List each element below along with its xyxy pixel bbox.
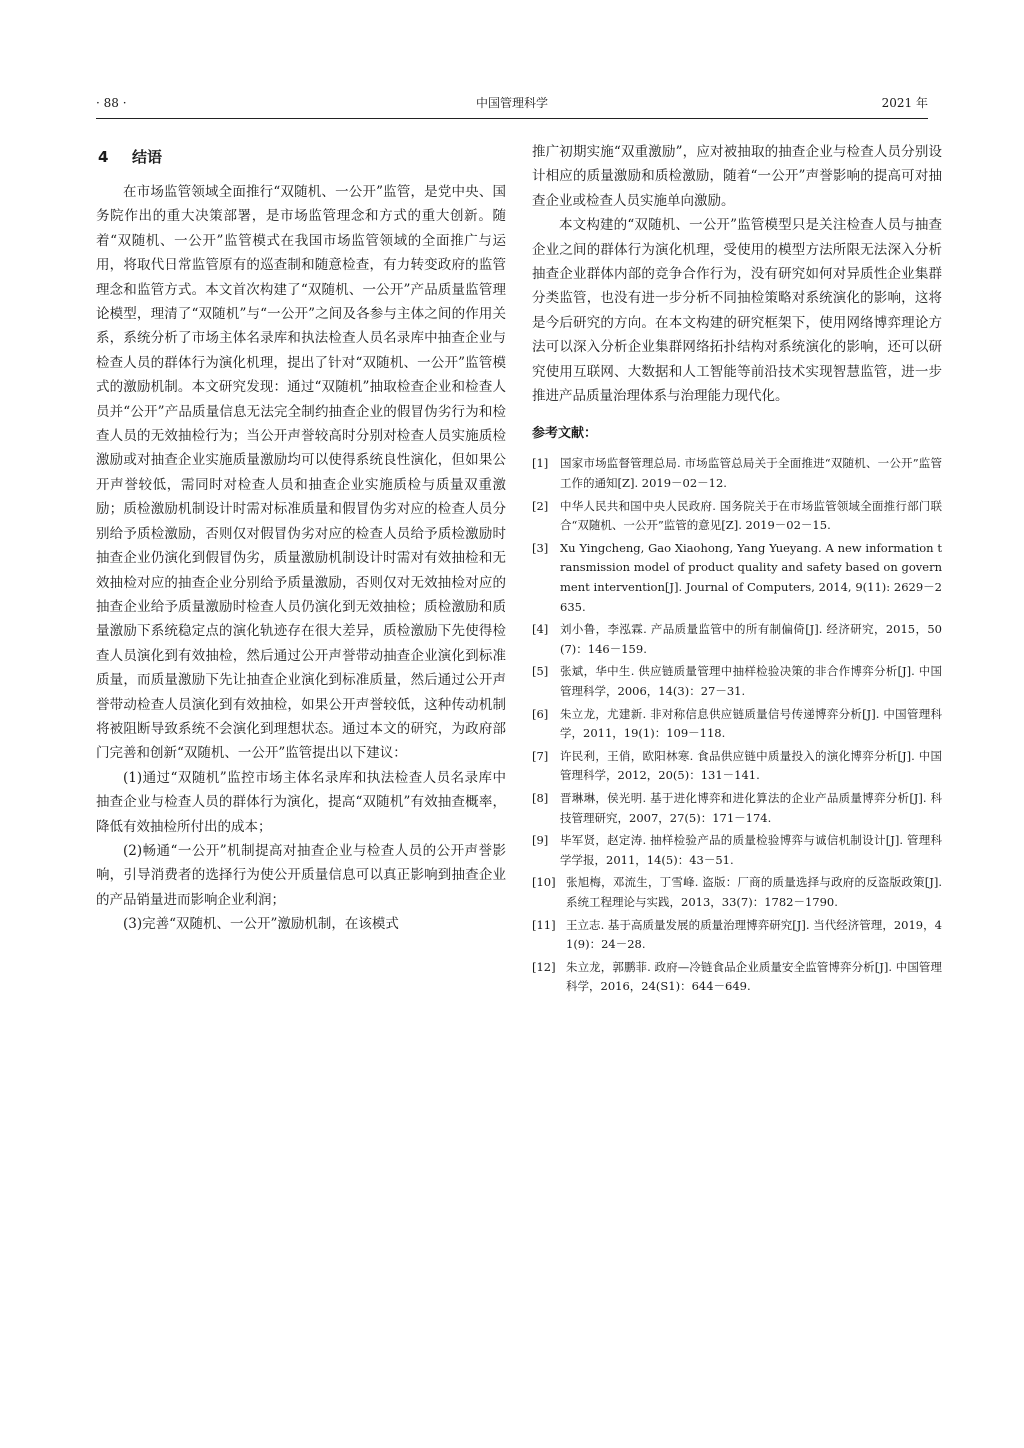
reference-number: [1] xyxy=(532,456,549,471)
reference-number: [12] xyxy=(532,959,556,974)
reference-item xyxy=(532,831,942,870)
reference-text: 朱立龙，尤建新. 非对称信息供应链质量信号传递博弈分析[J]. 中国管理科学，2011，19(1)：109－118. xyxy=(560,706,942,741)
reference-item xyxy=(532,705,942,744)
section-heading xyxy=(96,146,506,168)
running-header xyxy=(96,92,928,114)
reference-item xyxy=(532,916,942,955)
reference-text: 王立志. 基于高质量发展的质量治理博弈研究[J]. 当代经济管理，2019，41(9)：24－28. xyxy=(566,917,942,952)
body-paragraph: 本文构建的“双随机、一公开”监管模型只是关注检查人员与抽查企业之间的群体行为演化机理，受使用的模型方法所限无法深入分析抽查企业群体内部的竞争合作行为，没有研究如何对异质性企业集群分类监管，也没有进一步分析不同抽检策略对系统演化的影响，这将是今后研究的方向。在本文构建的研究框架下，使用网络博弈理论方法可以深入分析企业集群网络拓扑结构对系统演化的影响，还可以研究使用互联网、大数据和人工智能等前沿技术实现智慧监管，进一步推进产品质量治理体系与治理能力现代化。 xyxy=(532,217,942,405)
body-paragraph: (2)畅通“一公开”机制提高对抽查企业与检查人员的公开声誉影响，引导消费者的选择行为使公开质量信息可以真正影响到抽查企业的产品销量进而影响企业利润； xyxy=(96,842,506,908)
reference-item xyxy=(532,873,942,912)
reference-text: 张旭梅，邓流生，丁雪峰. 盗版：厂商的质量选择与政府的反盗版政策[J]. 系统工程理论与实践，2013，33(7)：1782－1790. xyxy=(566,875,942,909)
reference-text: 许民利，王俏，欧阳林寒. 食品供应链中质量投入的演化博弈分析[J]. 中国管理科学，2012，20(5)：131－141. xyxy=(560,748,942,783)
reference-item xyxy=(532,620,942,659)
journal-name: 中国管理科学 xyxy=(475,96,548,110)
reference-list xyxy=(532,454,942,996)
reference-number: [2] xyxy=(532,498,549,513)
body-paragraph: 推广初期实施“双重激励”，应对被抽取的抽查企业与检查人员分别设计相应的质量激励和质检激励，随着“一公开”声誉影响的提高可对抽查企业或检查人员实施单向激励。 xyxy=(532,144,942,209)
reference-item xyxy=(532,539,942,617)
section-number: 4 xyxy=(98,148,109,166)
reference-text: 张斌，华中生. 供应链质量管理中抽样检验决策的非合作博弈分析[J]. 中国管理科学，2006，14(3)：27－31. xyxy=(560,664,942,698)
right-column xyxy=(532,140,942,1000)
reference-number: [3] xyxy=(532,540,549,555)
reference-item xyxy=(532,454,942,493)
reference-number: [8] xyxy=(532,790,549,805)
reference-text: 朱立龙，郭鹏菲. 政府—冷链食品企业质量安全监管博弈分析[J]. 中国管理科学，2016，24(S1)：644－649. xyxy=(566,959,942,994)
body-paragraph: (1)通过“双随机”监控市场主体名录库和执法检查人员名录库中抽查企业与检查人员的群体行为演化，提高“双随机”有效抽查概率，降低有效抽检所付出的成本； xyxy=(96,769,506,835)
body-paragraph: (3)完善“双随机、一公开”激励机制，在该模式 xyxy=(123,916,399,933)
page-number: · 88 · xyxy=(96,96,127,110)
header-divider xyxy=(96,118,928,119)
reference-text: Xu Yingcheng, Gao Xiaohong, Yang Yueyang. A new information transmission model of product quality and safety based on government intervention[J]. Journal of Computers, 2014, 9(11): 2629－2635. xyxy=(560,540,942,614)
reference-item xyxy=(532,747,942,786)
reference-item xyxy=(532,789,942,828)
reference-number: [5] xyxy=(532,664,549,679)
reference-text: 国家市场监督管理总局. 市场监管总局关于全面推进“双随机、一公开”监管工作的通知[Z]. 2019－02－12. xyxy=(560,456,942,491)
reference-number: [6] xyxy=(532,706,549,721)
reference-number: [4] xyxy=(532,622,549,637)
reference-number: [11] xyxy=(532,917,556,932)
section-title: 结语 xyxy=(132,148,163,166)
references-heading: 参考文献： xyxy=(532,426,598,442)
reference-text: 毕军贤，赵定涛. 抽样检验产品的质量检验博弈与诚信机制设计[J]. 管理科学学报，2011，14(5)：43－51. xyxy=(560,833,942,867)
reference-text: 中华人民共和国中央人民政府. 国务院关于在市场监管领域全面推行部门联合“双随机、一公开”监管的意见[Z]. 2019－02－15. xyxy=(560,498,942,533)
reference-text: 刘小鲁，李泓霖. 产品质量监管中的所有制偏倚[J]. 经济研究，2015，50(7)：146－159. xyxy=(560,622,942,656)
reference-number: [10] xyxy=(532,875,556,890)
reference-number: [9] xyxy=(532,833,549,848)
reference-item xyxy=(532,497,942,536)
body-paragraph: 在市场监管领域全面推行“双随机、一公开”监管，是党中央、国务院作出的重大决策部署，是市场监管理念和方式的重大创新。随着“双随机、一公开”监管模式在我国市场监管领域的全面推广与运用，将取代日常监管原有的巡查制和随意检查，有力转变政府的监管理念和监管方式。本文首次构建了“双随机、一公开”产品质量监管理论模型，理清了“双随机”与“一公开”之间及各参与主体之间的作用关系，系统分析了市场主体名录库和执法检查人员名录库中抽查企业与检查人员的群体行为演化机理，提出了针对“双随机、一公开”监管模式的激励机制。本文研究发现：通过“双随机”抽取检查企业和检查人员并“公开”产品质量信息无法完全制约抽查企业的假冒伪劣行为和检查人员的无效抽检行为；当公开声誉较高时分别对检查人员实施质检激励或对抽查企业实施质量激励均可以使得系统良性演化，但如果公开声誉较低，需同时对检查人员和抽查企业实施质检与质量双重激励；质检激励机制设计时需对标准质量和假冒伪劣对应的检查人员分别给予质检激励，否则仅对假冒伪劣对应的检查人员给予质检激励时抽查企业仍演化到假冒伪劣，质量激励机制设计时需对有效抽检和无效抽检对应的抽查企业分别给予质量激励，否则仅对无效抽检对应的抽查企业给予质量激励时检查人员仍演化到无效抽检；质检激励和质量激励下系统稳定点的演化轨迹存在很大差异，质检激励下先使得检查人员演化到有效抽检，然后通过公开声誉带动抽查企业演化到标准质量，而质量激励下先让抽查企业演化到标准质量，然后通过公开声誉带动检查人员演化到有效抽检，如果公开声誉较低，这种传动机制将被阻断导致系统不会演化到理想状态。通过本文的研究，为政府部门完善和创新“双随机、一公开”监管提出以下建议： xyxy=(96,184,506,762)
reference-item xyxy=(532,662,942,701)
publication-year: 2021 年 xyxy=(881,96,928,110)
left-column xyxy=(96,140,506,937)
reference-number: [7] xyxy=(532,748,549,763)
reference-item xyxy=(532,958,942,997)
reference-text: 晋琳琳，侯光明. 基于进化博弈和进化算法的企业产品质量博弈分析[J]. 科技管理研究，2007，27(5)：171－174. xyxy=(560,790,942,825)
